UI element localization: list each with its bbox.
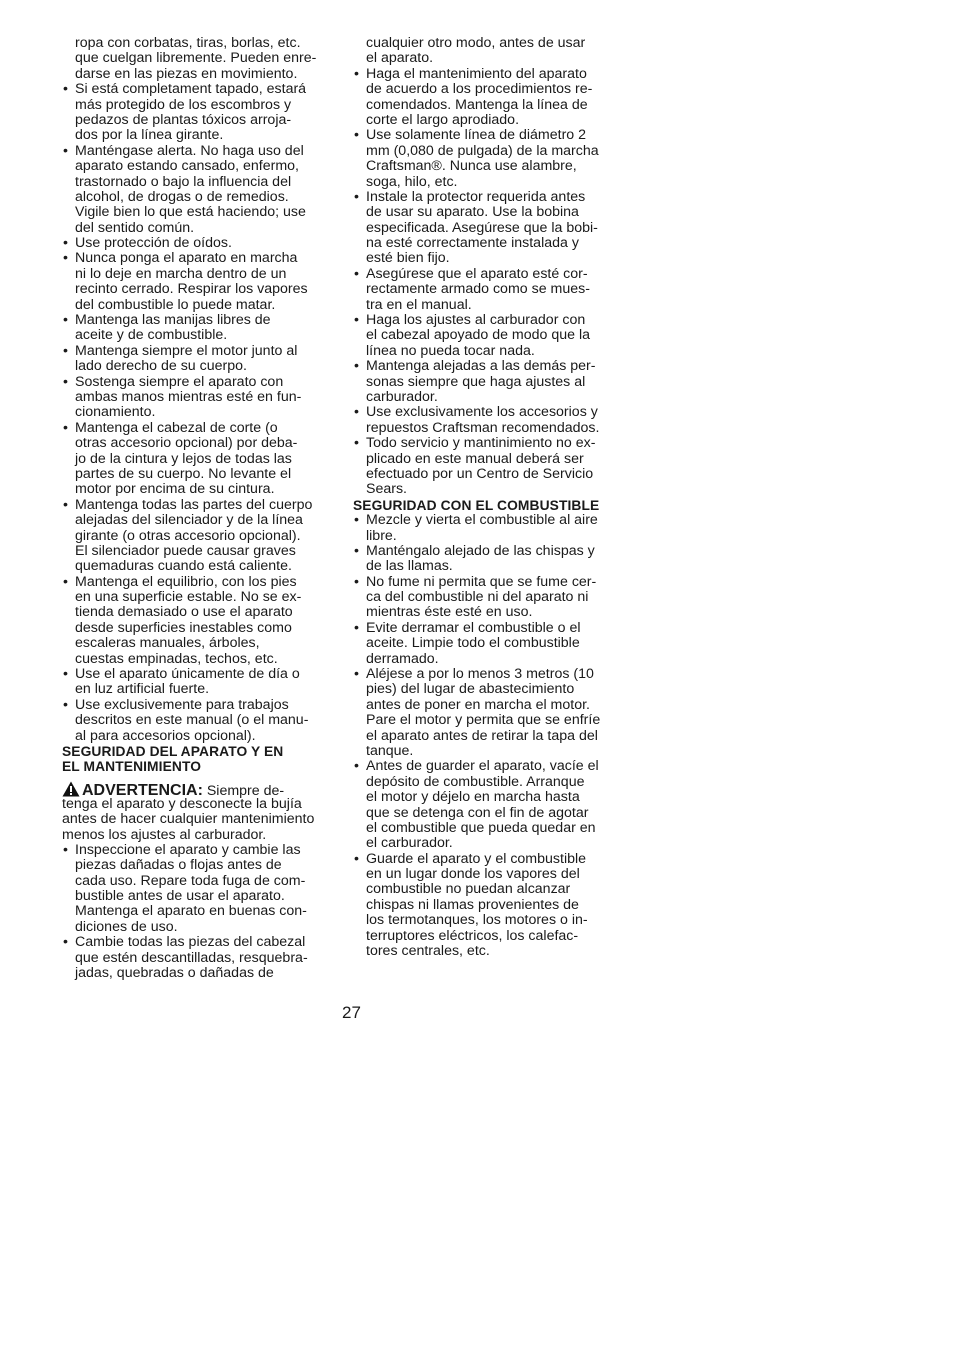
text-line: escaleras manuales, árboles, <box>75 635 260 652</box>
text-line: en una superficie estable. No se ex- <box>75 589 302 606</box>
text-line: trastornado o bajo la influencia del <box>75 173 292 190</box>
bullet-line: • Manténgase alerta. No haga uso del <box>62 144 334 159</box>
text-line: Sears. <box>366 481 408 498</box>
text-line: bustible antes de usar el aparato. <box>75 888 285 905</box>
text-line: partes de su cuerpo. No levante el <box>75 465 292 482</box>
text-line: pedazos de plantas tóxicos arroja- <box>75 111 292 128</box>
section-heading: EL MANTENIMIENTO <box>62 759 202 775</box>
text-line: especificada. Asegúrese que la bobi- <box>366 219 598 236</box>
text-line: comendados. Mantenga la línea de <box>366 96 588 113</box>
text-line: aceite y de combustible. <box>75 327 228 344</box>
text-line: jadas, quebradas o dañadas de <box>75 965 274 982</box>
bullet-line: • Use exclusivamente los accesorios y <box>353 405 628 420</box>
bullet-line: • Mezcle y vierta el combustible al aire <box>353 513 628 528</box>
warning-label: ADVERTENCIA: <box>82 781 203 799</box>
text-line: cualquier otro modo, antes de usar <box>366 35 586 51</box>
text-line: que se detenga con el fin de agotar <box>366 804 589 821</box>
bullet-line: • Haga los ajustes al carburador con <box>353 313 628 328</box>
text-line: otras accesorio opcional) por deba- <box>75 435 298 452</box>
text-line: al para accesorios opcional). <box>75 727 256 744</box>
text-line: na esté correctamente instalada y <box>366 235 579 252</box>
bullet-line: • Haga el mantenimiento del aparato <box>353 67 628 82</box>
text-line: que estén descantilladas, resquebra- <box>75 949 308 966</box>
text-line: chispas ni llamas provenientes de <box>366 896 579 913</box>
text-line: mientras éste esté en uso. <box>366 604 533 621</box>
text-line: más protegido de los escombros y <box>75 96 292 113</box>
bullet-line: • Mantenga siempre el motor junto al <box>62 344 334 359</box>
text-line: carburador. <box>366 388 438 405</box>
text-line: recinto cerrado. Respirar los vapores <box>75 281 308 298</box>
text-line: antes de poner en marcha el motor. <box>366 696 590 713</box>
text-line: alejadas del silenciador y de la línea <box>75 512 303 529</box>
text-line: tores centrales, etc. <box>366 943 490 960</box>
text-line: el combustible que pueda quedar en <box>366 819 596 836</box>
text-line: rectamente armado como se mues- <box>366 281 590 298</box>
bullet-line: • Use protección de oídos. <box>62 236 334 251</box>
bullet-line: • Mantenga el cabezal de corte (o <box>62 421 334 436</box>
text-line: cada uso. Repare toda fuga de com- <box>75 872 306 889</box>
bullet-line: • Mantenga alejadas a las demás per- <box>353 359 628 374</box>
text-line: alcohol, de drogas o de remedios. <box>75 188 289 205</box>
text-line: depósito de combustible. Arranque <box>366 773 585 790</box>
text-line: efectuado por un Centro de Servicio <box>366 465 594 482</box>
text-line: motor por encima de su cintura. <box>75 481 275 498</box>
text-line: del combustible lo puede matar. <box>75 296 276 313</box>
bullet-line: • Mantenga las manijas libres de <box>62 313 334 328</box>
text-line: tra en el manual. <box>366 296 472 313</box>
text-line: ca del combustible ni del aparato ni <box>366 589 589 606</box>
text-line: el motor y déjelo en marcha hasta <box>366 789 580 806</box>
bullet-line: • Instale la protector requerida antes <box>353 190 628 205</box>
text-line: El silenciador puede causar graves <box>75 542 296 559</box>
bullet-line: • Inspeccione el aparato y cambie las <box>62 843 334 858</box>
warning-text: Siempre de- <box>202 782 285 799</box>
bullet-line: • Evite derramar el combustible o el <box>353 621 628 636</box>
text-line: en luz artificial fuerte. <box>75 681 210 698</box>
text-line: corte el largo aprodiado. <box>366 111 520 128</box>
text-line: mm (0,080 de pulgada) de la marcha <box>366 142 599 159</box>
bullet-line: • Cambie todas las piezas del cabezal <box>62 935 334 950</box>
text-line: diciones de uso. <box>75 918 178 935</box>
text-line: soga, hilo, etc. <box>366 173 458 190</box>
text-line: el aparato antes de retirar la tapa del <box>366 727 598 744</box>
text-line: jo de la cintura y lejos de todas las <box>75 450 292 467</box>
text-line: lado derecho de su cuerpo. <box>75 358 247 375</box>
paragraph-line: tenga el aparato y desconecte la bujía <box>62 795 302 812</box>
bullet-line: • Mantenga todas las partes del cuerpo <box>62 498 334 513</box>
bullet-line: • Use solamente línea de diámetro 2 <box>353 128 628 143</box>
text-line: tienda demasiado o use el aparato <box>75 604 293 621</box>
bullet-line: • Antes de guarder el aparato, vacíe el <box>353 759 628 774</box>
text-line: Mantenga el aparato en buenas con- <box>75 903 307 920</box>
text-line: cionamiento. <box>75 404 156 421</box>
paragraph-line: menos los ajustes al carburador. <box>62 826 267 843</box>
text-line: ropa con corbatas, tiras, borlas, etc. <box>75 35 301 51</box>
text-line: repuestos Craftsman recomendados. <box>366 419 600 436</box>
text-line: aparato estando cansado, enfermo, <box>75 158 300 175</box>
text-line: el cabezal apoyado de modo que la <box>366 327 591 344</box>
text-line: esté bien fijo. <box>366 250 450 267</box>
text-line: ni lo deje en marcha dentro de un <box>75 265 287 282</box>
bullet-line: • Use exclusivemente para trabajos <box>62 698 334 713</box>
text-line: Craftsman®. Nunca use alambre, <box>366 158 577 175</box>
section-heading: SEGURIDAD CON EL COMBUSTIBLE <box>353 497 600 513</box>
text-line: desde superficies inestables como <box>75 619 292 636</box>
text-line: los termotanques, los motores o in- <box>366 912 588 929</box>
text-line: ambas manos mientras esté en fun- <box>75 388 302 405</box>
right-column <box>353 36 628 959</box>
text-line: el carburador. <box>366 835 453 852</box>
text-line: cuestas empinadas, techos, etc. <box>75 650 278 667</box>
text-line: sonas siempre que haga ajustes al <box>366 373 586 390</box>
text-line: que cuelgan libremente. Pueden enre- <box>75 50 317 67</box>
text-line: dos por la línea girante. <box>75 127 224 144</box>
text-line: quemaduras cuando está caliente. <box>75 558 292 575</box>
bullet-line: • Nunca ponga el aparato en marcha <box>62 251 334 266</box>
text-line: aceite. Limpie todo el combustible <box>366 635 580 652</box>
text-line: en un lugar donde los vapores del <box>366 866 580 883</box>
text-line: combustible no puedan alcanzar <box>366 881 571 898</box>
text-line: Pare el motor y permita que se enfríe <box>366 712 601 729</box>
left-column <box>62 36 334 981</box>
bullet-line: • Si está completament tapado, estará <box>62 82 334 97</box>
bullet-line: • Aléjese a por lo menos 3 metros (10 <box>353 667 628 682</box>
bullet-line: • Todo servicio y mantinimiento no ex- <box>353 436 628 451</box>
warning-triangle-icon <box>62 781 80 797</box>
paragraph-line: antes de hacer cualquier mantenimiento <box>62 811 315 828</box>
text-line: línea no pueda tocar nada. <box>366 342 535 359</box>
text-line: tanque. <box>366 742 414 759</box>
text-line: de usar su aparato. Use la bobina <box>366 204 579 221</box>
section-heading: SEGURIDAD DEL APARATO Y EN <box>62 743 284 759</box>
text-line: plicado en este manual deberá ser <box>366 450 584 467</box>
bullet-line: • Use el aparato únicamente de día o <box>62 667 334 682</box>
text-line: Vigile bien lo que está haciendo; use <box>75 204 306 221</box>
text-line: de acuerdo a los procedimientos re- <box>366 81 593 98</box>
bullet-line: • Asegúrese que el aparato esté cor- <box>353 267 628 282</box>
text-line: libre. <box>366 527 397 544</box>
text-line: el aparato. <box>366 50 434 67</box>
text-line: descritos en este manual (o el manu- <box>75 712 309 729</box>
text-line: piezas dañadas o flojas antes de <box>75 857 282 874</box>
bullet-line: • Mantenga el equilibrio, con los pies <box>62 575 334 590</box>
text-line: derramado. <box>366 650 439 667</box>
text-line: girante (o otras accesorio opcional). <box>75 527 301 544</box>
page-number: 27 <box>342 1003 361 1022</box>
bullet-line: • No fume ni permita que se fume cer- <box>353 575 628 590</box>
bullet-line: • Guarde el aparato y el combustible <box>353 852 628 867</box>
text-line: de las llamas. <box>366 558 453 575</box>
text-line: darse en las piezas en movimiento. <box>75 65 298 82</box>
text-line: pies) del lugar de abastecimiento <box>366 681 575 698</box>
text-line: terruptores eléctricos, los calefac- <box>366 927 579 944</box>
bullet-line: • Manténgalo alejado de las chispas y <box>353 544 628 559</box>
bullet-line: • Sostenga siempre el aparato con <box>62 375 334 390</box>
text-line: del sentido común. <box>75 219 195 236</box>
